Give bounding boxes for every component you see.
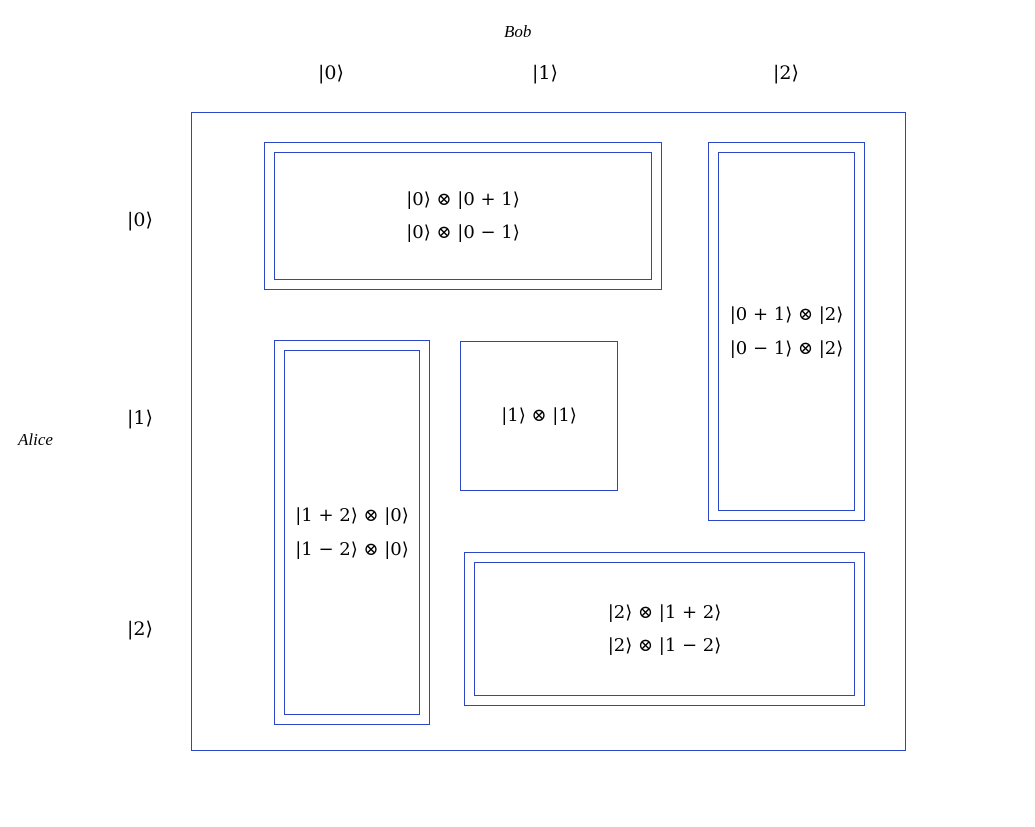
row-label-0: |0⟩ bbox=[127, 209, 153, 231]
block-00-01-line-2: |0⟩ ⊗ |0 − 1⟩ bbox=[406, 222, 520, 243]
block-1-1-inner bbox=[461, 342, 617, 490]
row-label-1: |1⟩ bbox=[127, 407, 153, 429]
block-1-1-line-1: |1⟩ ⊗ |1⟩ bbox=[501, 405, 577, 427]
block-00-01 bbox=[264, 142, 662, 290]
block-2-12-line-2: |2⟩ ⊗ |1 − 2⟩ bbox=[607, 635, 722, 656]
block-01-2-inner bbox=[718, 152, 855, 511]
column-title-bob: Bob bbox=[504, 22, 532, 41]
block-12-0-line-2: |1 − 2⟩ ⊗ |0⟩ bbox=[295, 538, 409, 560]
block-00-01-line-1: |0⟩ ⊗ |0 + 1⟩ bbox=[406, 188, 520, 210]
block-2-12-inner bbox=[474, 562, 855, 696]
block-01-2 bbox=[708, 142, 865, 521]
block-2-12 bbox=[464, 552, 865, 706]
block-2-12-line-1: |2⟩ ⊗ |1 + 2⟩ bbox=[607, 601, 722, 623]
row-label-2: |2⟩ bbox=[127, 618, 153, 640]
row-title-alice: Alice bbox=[18, 430, 53, 449]
column-label-2: |2⟩ bbox=[773, 62, 799, 84]
block-12-0 bbox=[274, 340, 430, 725]
block-00-01-inner bbox=[274, 152, 652, 280]
column-label-0: |0⟩ bbox=[318, 62, 344, 84]
block-1-1 bbox=[460, 341, 618, 491]
block-01-2-line-2: |0 − 1⟩ ⊗ |2⟩ bbox=[729, 337, 844, 359]
column-label-1: |1⟩ bbox=[532, 62, 558, 84]
block-12-0-line-1: |1 + 2⟩ ⊗ |0⟩ bbox=[295, 505, 409, 527]
block-12-0-inner bbox=[284, 350, 420, 715]
block-01-2-line-1: |0 + 1⟩ ⊗ |2⟩ bbox=[729, 304, 844, 326]
